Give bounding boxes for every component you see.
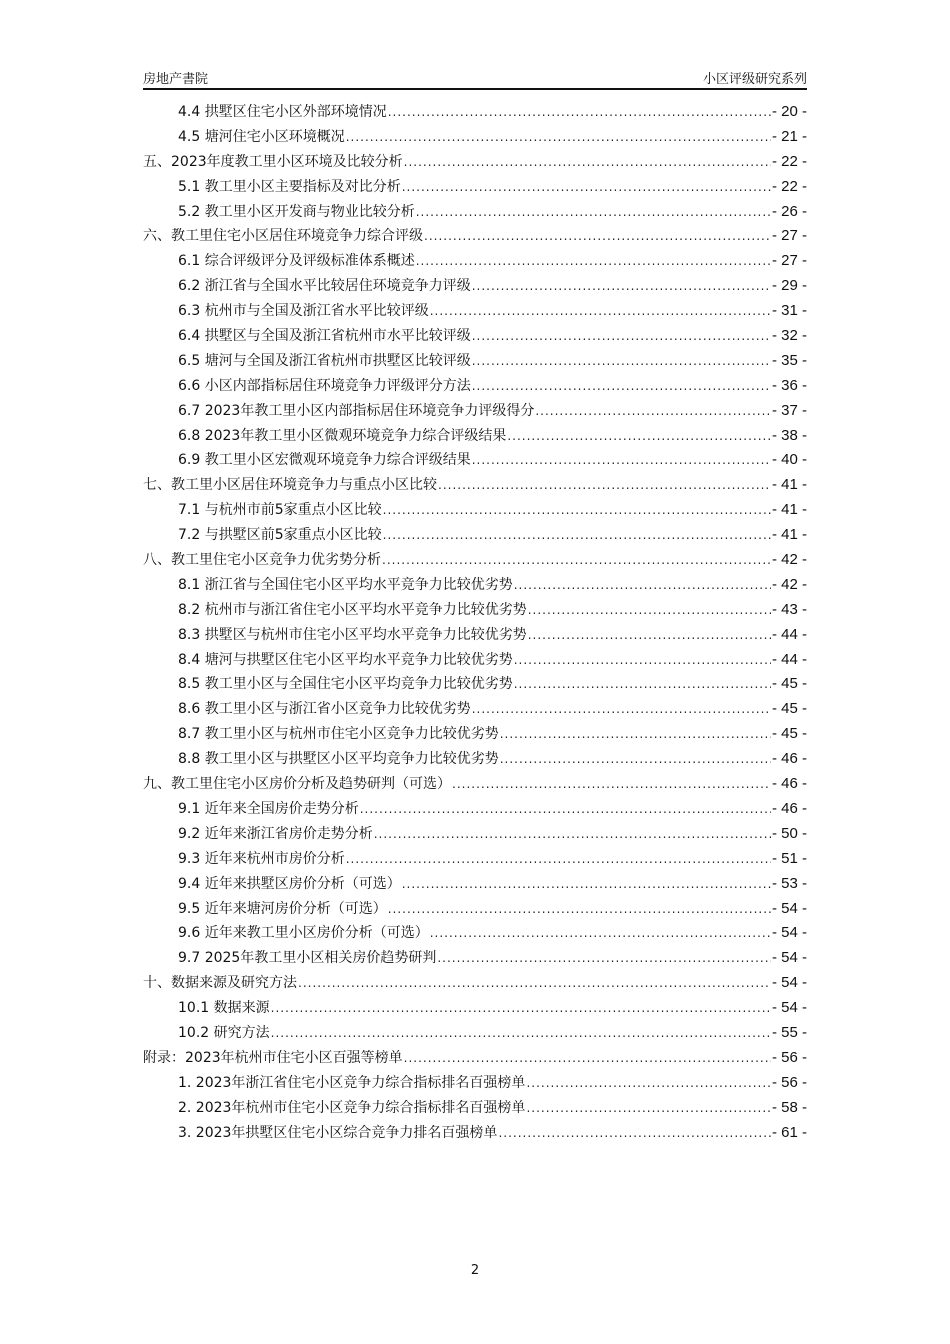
toc-dot-leader xyxy=(346,125,771,150)
toc-entry-page: - 44 - xyxy=(771,625,807,643)
toc-entry-page: - 41 - xyxy=(771,476,807,494)
toc-section-entry[interactable] xyxy=(143,921,807,946)
toc-dot-leader xyxy=(437,946,771,971)
toc-section-entry[interactable] xyxy=(143,872,807,897)
toc-chapter-entry[interactable] xyxy=(143,224,807,249)
toc-section-entry[interactable] xyxy=(143,623,807,648)
toc-entry-page: - 54 - xyxy=(771,999,807,1017)
page-number: 2 xyxy=(470,1263,480,1278)
toc-entry-title: 10.2 研究方法 xyxy=(178,1021,271,1046)
toc-entry-page: - 43 - xyxy=(771,600,807,618)
toc-entry-page: - 53 - xyxy=(771,874,807,892)
header-series-title: 小区评级研究系列 xyxy=(702,72,807,87)
toc-section-entry[interactable] xyxy=(143,523,807,548)
toc-section-entry[interactable] xyxy=(143,200,807,225)
toc-dot-leader xyxy=(388,100,771,125)
toc-dot-leader xyxy=(472,274,771,299)
toc-dot-leader xyxy=(528,598,771,623)
toc-section-entry[interactable] xyxy=(143,1121,807,1146)
header-publisher: 房地产書院 xyxy=(143,72,209,87)
toc-entry-page: - 29 - xyxy=(771,277,807,295)
toc-entry-page: - 22 - xyxy=(771,152,807,170)
toc-entry-title: 5.2 教工里小区开发商与物业比较分析 xyxy=(178,200,416,225)
toc-entry-page: - 27 - xyxy=(771,227,807,245)
toc-dot-leader xyxy=(526,1071,771,1096)
toc-section-entry[interactable] xyxy=(143,1071,807,1096)
toc-entry-title: 6.5 塘河与全国及浙江省杭州市拱墅区比较评级 xyxy=(178,349,472,374)
toc-dot-leader xyxy=(402,872,771,897)
toc-entry-title: 8.7 教工里小区与杭州市住宅小区竞争力比较优劣势 xyxy=(178,722,500,747)
toc-entry-page: - 42 - xyxy=(771,575,807,593)
toc-entry-page: - 55 - xyxy=(771,1023,807,1041)
toc-entry-title: 9.5 近年来塘河房价分析（可选） xyxy=(178,897,388,922)
toc-entry-page: - 45 - xyxy=(771,700,807,718)
toc-dot-leader xyxy=(404,150,771,175)
toc-section-entry[interactable] xyxy=(143,299,807,324)
toc-entry-page: - 21 - xyxy=(771,127,807,145)
toc-dot-leader xyxy=(430,921,771,946)
toc-section-entry[interactable] xyxy=(143,249,807,274)
toc-section-entry[interactable] xyxy=(143,424,807,449)
toc-dot-leader xyxy=(404,1046,771,1071)
toc-section-entry[interactable] xyxy=(143,1096,807,1121)
toc-entry-page: - 54 - xyxy=(771,949,807,967)
toc-dot-leader xyxy=(374,822,771,847)
toc-dot-leader xyxy=(498,1121,771,1146)
toc-entry-page: - 26 - xyxy=(771,202,807,220)
toc-entry-title: 6.7 2023年教工里小区内部指标居住环境竞争力评级得分 xyxy=(178,399,535,424)
toc-dot-leader xyxy=(528,623,771,648)
toc-section-entry[interactable] xyxy=(143,274,807,299)
toc-dot-leader xyxy=(526,1096,771,1121)
toc-section-entry[interactable] xyxy=(143,598,807,623)
toc-entry-page: - 45 - xyxy=(771,725,807,743)
toc-entry-title: 八、教工里住宅小区竞争力优劣势分析 xyxy=(143,548,382,573)
toc-section-entry[interactable] xyxy=(143,175,807,200)
toc-chapter-entry[interactable] xyxy=(143,772,807,797)
toc-entry-title: 六、教工里住宅小区居住环境竞争力综合评级 xyxy=(143,224,424,249)
toc-entry-title: 九、教工里住宅小区房价分析及趋势研判（可选） xyxy=(143,772,452,797)
toc-dot-leader xyxy=(535,399,771,424)
toc-dot-leader xyxy=(416,200,771,225)
toc-entry-title: 6.2 浙江省与全国水平比较居住环境竞争力评级 xyxy=(178,274,472,299)
toc-dot-leader xyxy=(346,847,771,872)
toc-entry-title: 8.8 教工里小区与拱墅区小区平均竞争力比较优劣势 xyxy=(178,747,500,772)
toc-dot-leader xyxy=(388,897,771,922)
toc-entry-page: - 37 - xyxy=(771,401,807,419)
toc-entry-page: - 38 - xyxy=(771,426,807,444)
toc-entry-title: 十、数据来源及研究方法 xyxy=(143,971,298,996)
toc-dot-leader xyxy=(452,772,771,797)
toc-entry-title: 8.3 拱墅区与杭州市住宅小区平均水平竞争力比较优劣势 xyxy=(178,623,528,648)
toc-entry-page: - 32 - xyxy=(771,327,807,345)
toc-entry-title: 6.9 教工里小区宏微观环境竞争力综合评级结果 xyxy=(178,448,472,473)
toc-dot-leader xyxy=(416,249,771,274)
toc-entry-page: - 20 - xyxy=(771,103,807,120)
toc-dot-leader xyxy=(271,996,771,1021)
toc-entry-title: 6.3 杭州市与全国及浙江省水平比较评级 xyxy=(178,299,430,324)
toc-entry-title: 6.8 2023年教工里小区微观环境竞争力综合评级结果 xyxy=(178,424,507,449)
toc-entry-title: 4.5 塘河住宅小区环境概况 xyxy=(178,125,346,150)
toc-dot-leader xyxy=(383,523,771,548)
toc-entry-title: 4.4 拱墅区住宅小区外部环境情况 xyxy=(178,100,388,125)
toc-dot-leader xyxy=(507,424,771,449)
toc-entry-title: 8.2 杭州市与浙江省住宅小区平均水平竞争力比较优劣势 xyxy=(178,598,528,623)
toc-dot-leader xyxy=(360,797,771,822)
toc-entry-title: 9.4 近年来拱墅区房价分析（可选） xyxy=(178,872,402,897)
toc-dot-leader xyxy=(271,1021,771,1046)
toc-entry-page: - 45 - xyxy=(771,675,807,693)
toc-dot-leader xyxy=(472,374,771,399)
toc-entry-page: - 42 - xyxy=(771,551,807,569)
toc-entry-title: 3. 2023年拱墅区住宅小区综合竞争力排名百强榜单 xyxy=(178,1121,498,1146)
toc-entry-title: 8.4 塘河与拱墅区住宅小区平均水平竞争力比较优劣势 xyxy=(178,648,514,673)
toc-chapter-entry[interactable] xyxy=(143,548,807,573)
toc-entry-title: 9.3 近年来杭州市房价分析 xyxy=(178,847,346,872)
toc-section-entry[interactable] xyxy=(143,672,807,697)
toc-dot-leader xyxy=(514,648,771,673)
toc-entry-page: - 54 - xyxy=(771,899,807,917)
toc-entry-title: 7.2 与拱墅区前5家重点小区比较 xyxy=(178,523,383,548)
toc-dot-leader xyxy=(472,697,771,722)
toc-entry-page: - 54 - xyxy=(771,974,807,992)
toc-chapter-entry[interactable] xyxy=(143,150,807,175)
toc-entry-title: 10.1 数据来源 xyxy=(178,996,271,1021)
toc-entry-title: 2. 2023年杭州市住宅小区竞争力综合指标排名百强榜单 xyxy=(178,1096,526,1121)
toc-entry-page: - 51 - xyxy=(771,849,807,867)
toc-entry-page: - 40 - xyxy=(771,451,807,469)
toc-section-entry[interactable] xyxy=(143,374,807,399)
toc-section-entry[interactable] xyxy=(143,1021,807,1046)
toc-entry-title: 8.5 教工里小区与全国住宅小区平均竞争力比较优劣势 xyxy=(178,672,514,697)
toc-entry-title: 9.2 近年来浙江省房价走势分析 xyxy=(178,822,374,847)
toc-section-entry[interactable] xyxy=(143,747,807,772)
toc-section-entry[interactable] xyxy=(143,349,807,374)
toc-dot-leader xyxy=(382,548,771,573)
toc-section-entry[interactable] xyxy=(143,648,807,673)
toc-entry-title: 7.1 与杭州市前5家重点小区比较 xyxy=(178,498,383,523)
toc-entry-page: - 58 - xyxy=(771,1098,807,1116)
toc-entry-page: - 44 - xyxy=(771,650,807,668)
toc-dot-leader xyxy=(438,473,771,498)
toc-dot-leader xyxy=(383,498,771,523)
toc-entry-page: - 31 - xyxy=(771,302,807,320)
toc-entry-page: - 54 - xyxy=(771,924,807,942)
toc-chapter-entry[interactable] xyxy=(143,1046,807,1071)
toc-entry-title: 附录：2023年杭州市住宅小区百强等榜单 xyxy=(143,1046,404,1071)
toc-dot-leader xyxy=(298,971,771,996)
toc-dot-leader xyxy=(424,224,771,249)
toc-dot-leader xyxy=(402,175,771,200)
toc-dot-leader xyxy=(514,672,771,697)
toc-entry-page: - 41 - xyxy=(771,526,807,544)
toc-section-entry[interactable] xyxy=(143,448,807,473)
toc-section-entry[interactable] xyxy=(143,897,807,922)
toc-entry-page: - 46 - xyxy=(771,799,807,817)
toc-section-entry[interactable] xyxy=(143,797,807,822)
toc-entry-title: 五、2023年度教工里小区环境及比较分析 xyxy=(143,150,404,175)
toc-entry-title: 七、教工里小区居住环境竞争力与重点小区比较 xyxy=(143,473,438,498)
toc-chapter-entry[interactable] xyxy=(143,473,807,498)
toc-section-entry[interactable] xyxy=(143,573,807,598)
toc-entry-page: - 56 - xyxy=(771,1048,807,1066)
toc-section-entry[interactable] xyxy=(143,822,807,847)
toc-entry-title: 8.6 教工里小区与浙江省小区竞争力比较优劣势 xyxy=(178,697,472,722)
toc-entry-page: - 22 - xyxy=(771,177,807,195)
toc-entry-page: - 46 - xyxy=(771,750,807,768)
toc-section-entry[interactable] xyxy=(143,100,807,125)
toc-dot-leader xyxy=(500,747,771,772)
toc-section-entry[interactable] xyxy=(143,324,807,349)
toc-section-entry[interactable] xyxy=(143,697,807,722)
toc-section-entry[interactable] xyxy=(143,125,807,150)
toc-section-entry[interactable] xyxy=(143,996,807,1021)
toc-entry-page: - 36 - xyxy=(771,376,807,394)
toc-section-entry[interactable] xyxy=(143,498,807,523)
toc-entry-title: 8.1 浙江省与全国住宅小区平均水平竞争力比较优劣势 xyxy=(178,573,514,598)
toc-entry-page: - 35 - xyxy=(771,351,807,369)
toc-entry-page: - 46 - xyxy=(771,775,807,793)
toc-entry-page: - 56 - xyxy=(771,1073,807,1091)
toc-section-entry[interactable] xyxy=(143,847,807,872)
toc-entry-page: - 41 - xyxy=(771,501,807,519)
toc-entry-page: - 61 - xyxy=(771,1123,807,1141)
toc-entry-title: 6.1 综合评级评分及评级标准体系概述 xyxy=(178,249,416,274)
toc-dot-leader xyxy=(472,324,771,349)
toc-dot-leader xyxy=(472,448,771,473)
toc-chapter-entry[interactable] xyxy=(143,971,807,996)
toc-entry-title: 9.7 2025年教工里小区相关房价趋势研判 xyxy=(178,946,437,971)
toc-section-entry[interactable] xyxy=(143,946,807,971)
toc-dot-leader xyxy=(430,299,771,324)
page-header xyxy=(143,68,807,90)
toc-entry-page: - 50 - xyxy=(771,824,807,842)
toc-entry-title: 6.6 小区内部指标居住环境竞争力评级评分方法 xyxy=(178,374,472,399)
toc-entry-title: 1. 2023年浙江省住宅小区竞争力综合指标排名百强榜单 xyxy=(178,1071,526,1096)
toc-entry-title: 6.4 拱墅区与全国及浙江省杭州市水平比较评级 xyxy=(178,324,472,349)
toc-entry-page: - 27 - xyxy=(771,252,807,270)
toc-entry-title: 9.1 近年来全国房价走势分析 xyxy=(178,797,360,822)
toc-dot-leader xyxy=(514,573,771,598)
toc-entry-title: 9.6 近年来教工里小区房价分析（可选） xyxy=(178,921,430,946)
toc-dot-leader xyxy=(500,722,771,747)
toc-entry-title: 5.1 教工里小区主要指标及对比分析 xyxy=(178,175,402,200)
toc-section-entry[interactable] xyxy=(143,722,807,747)
toc-section-entry[interactable] xyxy=(143,399,807,424)
toc-dot-leader xyxy=(472,349,771,374)
table-of-contents xyxy=(143,100,807,1145)
